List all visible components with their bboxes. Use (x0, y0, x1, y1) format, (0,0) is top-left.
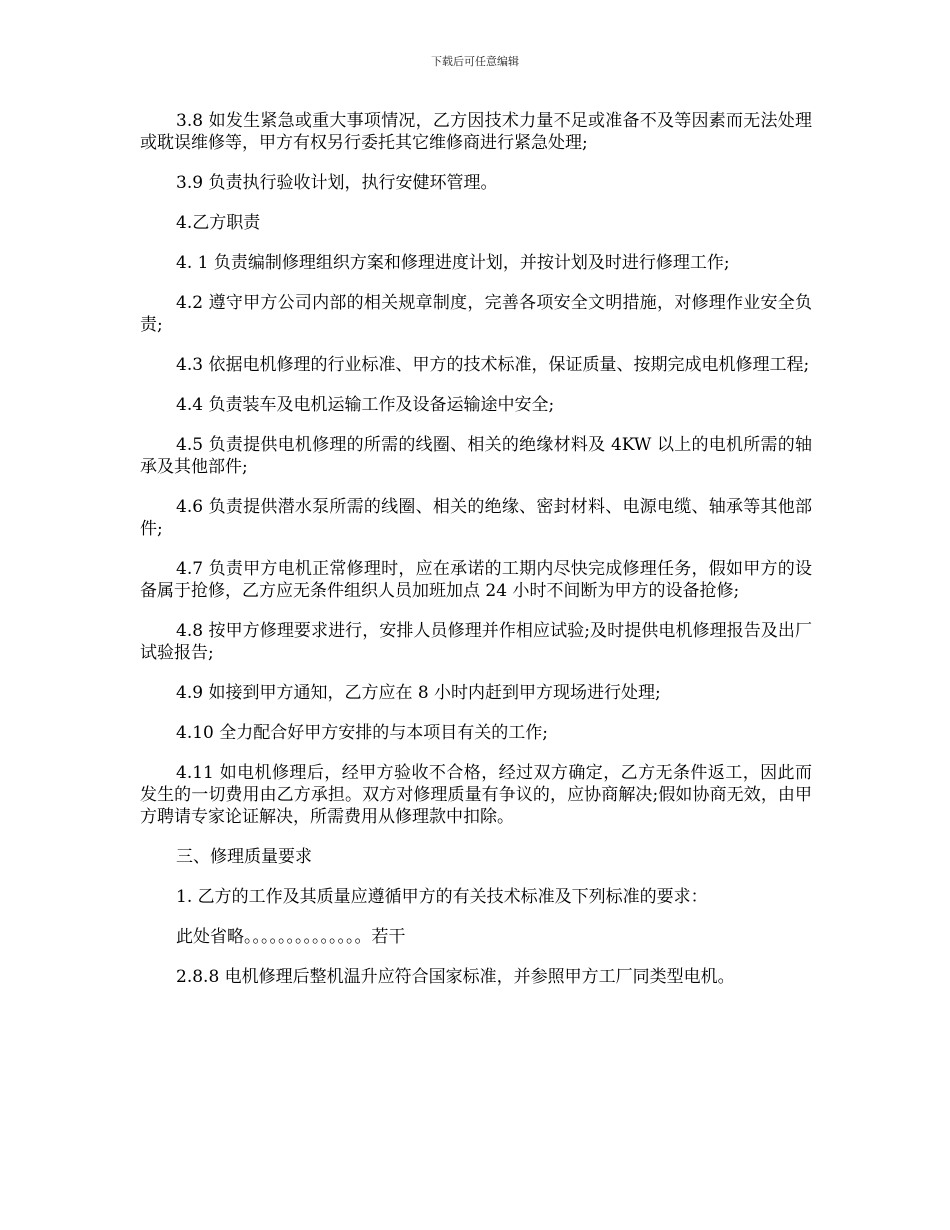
paragraph-3-8: 3.8 如发生紧急或重大事项情况，乙方因技术力量不足或准备不及等因素而无法处理或耽误维修等，甲方有权另行委托其它维修商进行紧急处理; (140, 111, 812, 153)
paragraph-4-4: 4.4 负责装车及电机运输工作及设备运输途中安全; (176, 395, 555, 415)
paragraph-2-8-8: 2.8.8 电机修理后整机温升应符合国家标准，并参照甲方工厂同类型电机。 (176, 967, 735, 987)
paragraph-quality-1: 1. 乙方的工作及其质量应遵循甲方的有关技术标准及下列标准的要求： (176, 887, 708, 907)
paragraph-4-3: 4.3 依据电机修理的行业标准、甲方的技术标准，保证质量、按期完成电机修理工程; (176, 355, 810, 375)
paragraph-4-10: 4.10 全力配合好甲方安排的与本项目有关的工作; (176, 723, 548, 743)
paragraph-4-9: 4.9 如接到甲方通知，乙方应在 8 小时内赶到甲方现场进行处理; (176, 683, 661, 703)
page-header: 下载后可任意编辑 (431, 55, 519, 68)
document-body (140, 110, 812, 1006)
paragraph-4-7: 4.7 负责甲方电机正常修理时，应在承诺的工期内尽快完成修理任务，假如甲方的设备属于抢修，乙方应无条件组织人员加班加点 24 小时不间断为甲方的设备抢修; (140, 559, 812, 601)
section-heading-quality-requirements: 三、修理质量要求 (176, 847, 312, 867)
paragraph-omitted-note: 此处省略。。。。。。。。。。。。。。若干 (176, 927, 406, 947)
paragraph-4-11: 4.11 如电机修理后，经甲方验收不合格，经过双方确定，乙方无条件返工，因此而发生的一切费用由乙方承担。双方对修理质量有争议的，应协商解决;假如协商无效，由甲方聘请专家论证解决，所需费用从修理款中扣除。 (140, 763, 812, 827)
section-heading-party-b-duties: 4.乙方职责 (176, 213, 261, 233)
paragraph-4-2: 4.2 遵守甲方公司内部的相关规章制度，完善各项安全文明措施，对修理作业安全负责; (140, 293, 812, 335)
paragraph-4-1: 4. 1 负责编制修理组织方案和修理进度计划，并按计划及时进行修理工作; (176, 253, 730, 273)
paragraph-4-5: 4.5 负责提供电机修理的所需的线圈、相关的绝缘材料及 4KW 以上的电机所需的轴承及其他部件; (140, 435, 812, 477)
paragraph-4-6: 4.6 负责提供潜水泵所需的线圈、相关的绝缘、密封材料、电源电缆、轴承等其他部件; (140, 497, 812, 539)
paragraph-3-9: 3.9 负责执行验收计划，执行安健环管理。 (176, 173, 498, 193)
paragraph-4-8: 4.8 按甲方修理要求进行，安排人员修理并作相应试验;及时提供电机修理报告及出厂试验报告; (140, 621, 812, 663)
